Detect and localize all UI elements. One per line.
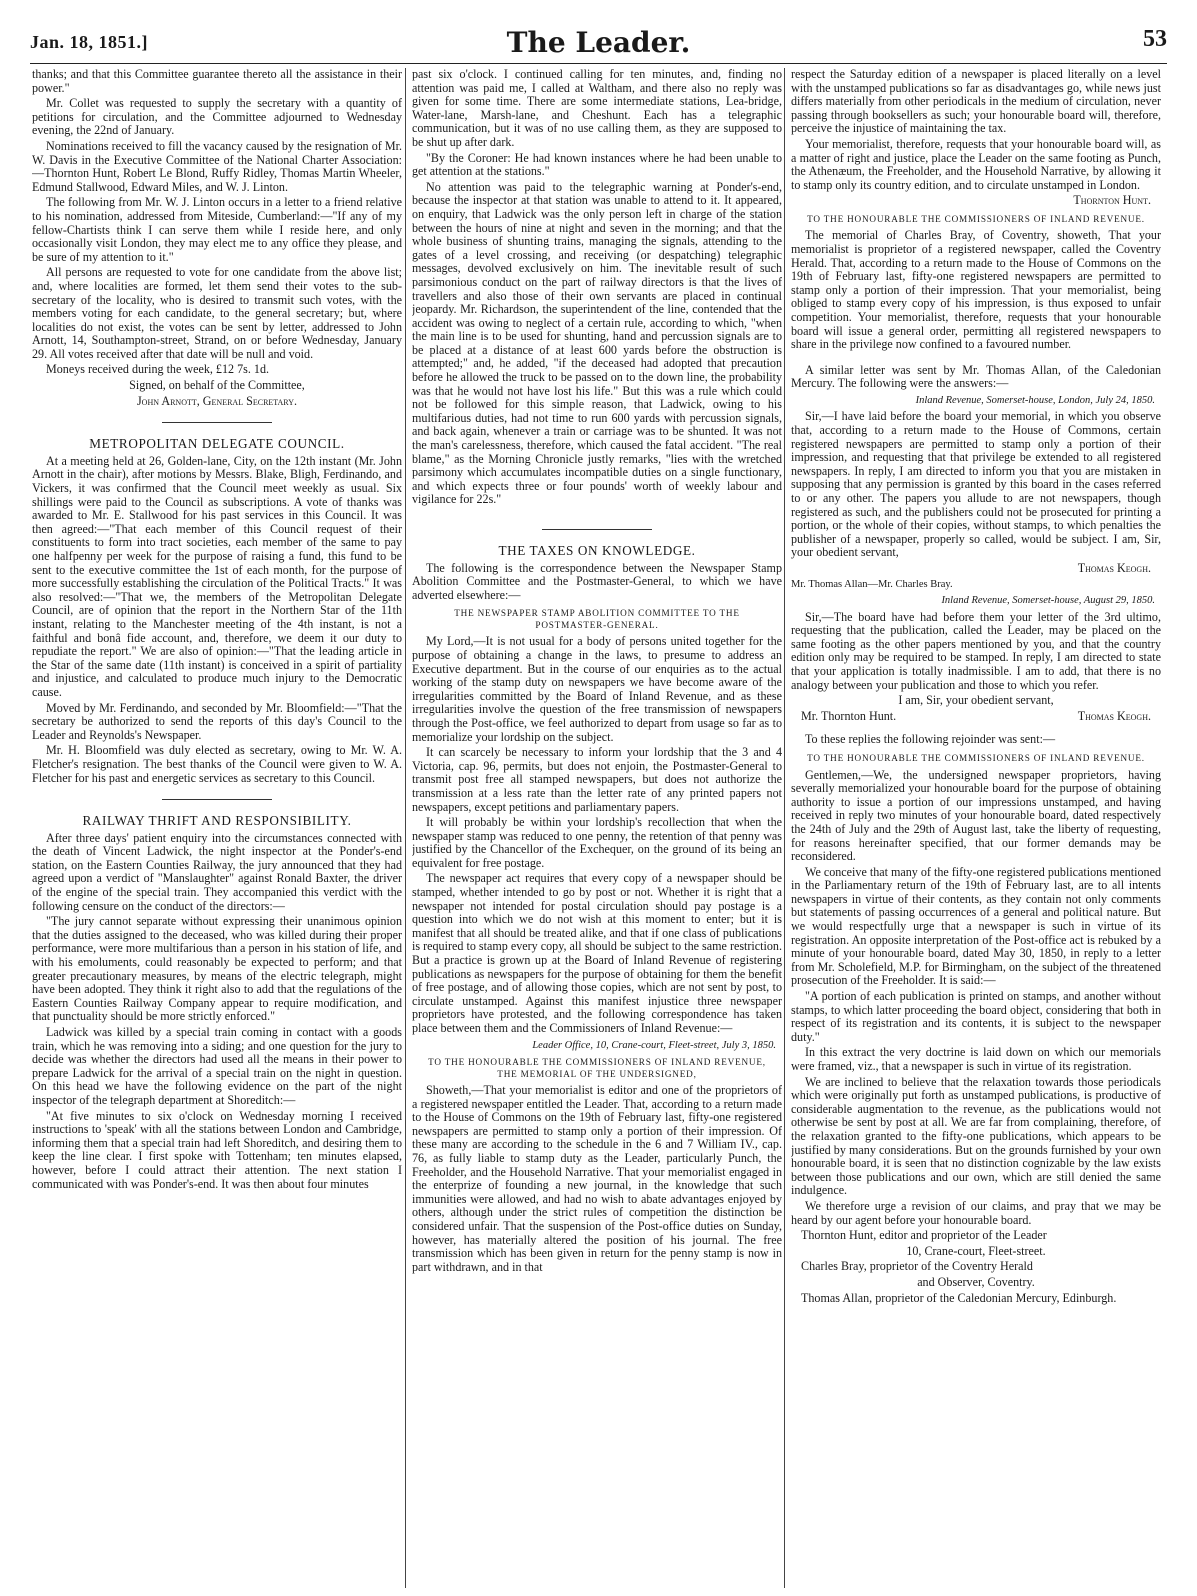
paragraph: It can scarcely be necessary to inform your lordship that the 3 and 4 Victoria, cap. 96, permits, but does not enjoin, the Postmaster-General to transmit post free all stamped newspapers, but does not authorize the transmission at a less rate than the letter rate of any printed papers not newspapers, except petitions and parliamentary papers. (412, 745, 782, 814)
paragraph: past six o'clock. I continued calling for ten minutes, and, finding no attention was paid me, I called at Waltham, and there also no reply was given for some time. There are some intermediate stations, Lea-bridge, Water-lane, Marsh-lane, and Cheshunt. Each has a telegraphic communication, but it was of no use calling them, as they are supposed to be shut up after dark. (412, 68, 782, 149)
signatory: Charles Bray, proprietor of the Coventry Herald (801, 1259, 1033, 1274)
section-heading: RAILWAY THRIFT AND RESPONSIBILITY. (82, 813, 352, 829)
column-divider (784, 68, 785, 1588)
paragraph: thanks; and that this Committee guarantee thereto all the assistance in their power." (32, 68, 402, 95)
section-rule (162, 799, 272, 800)
section-heading: METROPOLITAN DELEGATE COUNCIL. (89, 436, 345, 452)
closing-line: I am, Sir, your obedient servant, (898, 693, 1054, 708)
paragraph: Mr. Collet was requested to supply the secretary with a quantity of petitions for circulation, and the Committee adjourned to Wednesday evening, the 22nd of January. (32, 96, 402, 138)
paragraph: To these replies the following rejoinder was sent:— (805, 732, 1056, 747)
signatory: Thomas Allan, proprietor of the Caledonian Mercury, Edinburgh. (801, 1290, 1117, 1305)
paragraph: Moved by Mr. Ferdinando, and seconded by Mr. Bloomfield:—"That the secretary be authorized to send the reports of this day's Council to the Leader and Reynolds's Newspaper. (32, 700, 402, 742)
addressee-line: Mr. Thomas Allan—Mr. Charles Bray. (791, 578, 953, 590)
signature-name: Thornton Hunt. (1073, 193, 1151, 208)
letter-heading: TO THE HONOURABLE THE COMMISSIONERS OF INLAND REVENUE. (807, 753, 1145, 764)
paragraph: Mr. H. Bloomfield was duly elected as secretary, owing to Mr. W. A. Fletcher's resignation. The best thanks of the Council were given to W. A. Fletcher for his past and energetic services as secretary to this Council. (32, 743, 402, 785)
section-rule (162, 422, 272, 423)
paragraph: "At five minutes to six o'clock on Wednesday morning I received instructions to 'speak' with all the stations between London and Cambridge, informing them that a special train had left Shoreditch, and desiring them to keep the line clear. I first spoke with Tottenham; ten minutes elapsed, however, before I could attract their attention. The next station I communicated with was Ponder's-end. It was then about four minutes (32, 1108, 402, 1191)
paragraph: It will probably be within your lordship's recollection that when the newspaper stamp was reduced to one penny, the retention of that penny was justified by the Chancellor of the Exchequer, on the ground of its being an equivalent for free postage. (412, 815, 782, 870)
letter-heading: TO THE HONOURABLE THE COMMISSIONERS OF INLAND REVENUE, THE MEMORIAL OF THE UNDERSIGNED, (428, 1057, 766, 1079)
signatory-address: and Observer, Coventry. (917, 1274, 1035, 1289)
letter-address: Inland Revenue, Somerset-house, August 29, 1850. (941, 595, 1155, 607)
signature-line: Signed, on behalf of the Committee, (129, 378, 305, 393)
paragraph: We are inclined to believe that the relaxation towards those periodicals which were originally put forth as unstamped publications, is productive of considerable augmentation to the revenue, as the publications would not otherwise be sent by post at all. We are far from complaining, therefore, of the relaxation granted to the fifty-one publications, which appears to be justified by many considerations. But on the grounds furnished by your own honourable board, it is seen that no distinction cognizable by the law exists between those publications and our own, which are still denied the same indulgence. (791, 1074, 1161, 1198)
paragraph: After three days' patient enquiry into the circumstances connected with the death of Vincent Ladwick, the night inspector at the Ponder's-end station, on the Eastern Counties Railway, the jury announced that they had agreed upon a verdict of "Manslaughter" against Ronald Baxter, the driver of the engine of the special train. They accompanied this verdict with the following censure on the conduct of the directors:— (32, 830, 402, 913)
page-header (30, 22, 1167, 60)
letter-heading: TO THE HONOURABLE THE COMMISSIONERS OF INLAND REVENUE. (807, 213, 1145, 224)
signature-row (791, 710, 1161, 724)
column-3 (791, 68, 1161, 1588)
issue-date: Jan. 18, 1851.] (30, 32, 149, 52)
paragraph: Showeth,—That your memorialist is editor and one of the proprietors of a registered newspaper entitled the Leader. That, according to a return made to the House of Commons on the 19th of February last, fifty-one registered newspapers are permitted to stamp only a portion of their impression. Of these many are according to the schedule in the 6 and 7 William IV., cap. 76, as fully liable to stamp duty as the Leader, particularly Punch, the Freeholder, and the Household Narrative. That your memorialist engaged in the enterprize of founding a new journal, in the knowledge that such immunities were allowed, and had no wish to abate advantages enjoyed by others, although under the strict rules of competition the distinction be considered unfair. That the suspension of the Post-office duties on Sunday, however, has materially altered the position of his journal. The free transmission which has been given in return for the penny stamp is now in part withdrawn, and in that (412, 1083, 782, 1274)
signatory-address: 10, Crane-court, Fleet-street. (906, 1243, 1046, 1258)
paragraph: We conceive that many of the fifty-one registered publications mentioned in the Parliamentary return of the 19th of February last, are to all intents newspapers in virtue of their contents, as they contain not only comments but statements of passing occurrences of a general and political nature. But we would respectfully urge that a newspaper is such in virtue of its registration. An opposite interpretation of the Post-office act is rebuked by a minute of your honourable board, dated May 30, 1850, in reply to a letter from Mr. Scholefield, M.P. for Birmingham, on the subject of the threatened prosecution of the Freeholder. It is said:— (791, 864, 1161, 988)
paragraph: respect the Saturday edition of a newspaper is placed literally on a level with the unstamped publications so far as disadvantages go, while news just differs materially from other periodicals in the medium of circulation, never passing through booksellers as such; your honourable board will, therefore, perceive the injustice of maintaining the tax. (791, 68, 1161, 136)
paragraph: The memorial of Charles Bray, of Coventry, showeth, That your memorialist is proprietor of a registered newspaper, called the Coventry Herald. That, according to a return made to the House of Commons on the 19th of February last, fifty-one registered newspapers are permitted to stamp only a portion of their impression. That your memorialist, being obliged to stamp every copy of his impression, is thus exposed to unfair competition. Your memorialist, therefore, requests that your honourable board will issue a general order, permitting all registered newspapers to share in the privilege now confined to a favoured number. (791, 228, 1161, 352)
paragraph: Sir,—I have laid before the board your memorial, in which you observe that, according to a return made to the House of Commons, certain registered newspapers are permitted to stamp only a portion of their impression, and requesting that that privilege be extended to all registered newspapers. In reply, I am directed to inform you that you are mistaken in supposing that any permission is granted by this board in the cases referred to or any other. The papers you allude to are not newspapers, though registered as such, and the publishers could not be prosecuted for printing a portion, or the whole of their copies, without stamps, to which penalties the publisher of a newspaper, properly so called, would be subject. I am, Sir, your obedient servant, (791, 409, 1161, 560)
paragraph: A similar letter was sent by Mr. Thomas Allan, of the Caledonian Mercury. The following were the answers:— (791, 362, 1161, 391)
column-1 (32, 68, 402, 1588)
signatory: Thornton Hunt, editor and proprietor of the Leader (801, 1228, 1047, 1243)
column-2 (412, 68, 782, 1588)
paragraph: Ladwick was killed by a special train coming in contact with a goods train, which he was removing into a siding; and one question for the jury to decide was whether the directors had used all the means in their power to prepare Ladwick for the arrival of a special train on the night in question. On this head we have the following evidence on the part of the night inspector of the telegraph department at Shoreditch:— (32, 1025, 402, 1107)
paragraph: Moneys received during the week, £12 7s. 1d. (46, 362, 270, 377)
paragraph: In this extract the very doctrine is laid down on which our memorials were framed, viz., that a newspaper is such in virtue of its registration. (791, 1045, 1161, 1073)
paragraph: The following from Mr. W. J. Linton occurs in a letter to a friend relative to his nomination, addressed from Miteside, Cumberland:—"If any of my fellow-Chartists think I can serve them while I reside here, and only occasionally visit London, they may elect me to any office they please, and be sure of my attention to it." (32, 195, 402, 264)
signature-name: Thomas Keogh. (1077, 561, 1151, 575)
paragraph: Your memorialist, therefore, requests that your honourable board will, as a matter of right and justice, place the Leader on the same footing as Punch, the Athenæum, the Freeholder, and the Household Narrative, by allowing it to stamp only its country edition, and to circulate unstamped in London. (791, 136, 1161, 192)
paragraph: The following is the correspondence between the Newspaper Stamp Abolition Committee and the Postmaster-General, to which we have adverted elsewhere:— (412, 560, 782, 602)
section-heading: THE TAXES ON KNOWLEDGE. (498, 543, 696, 558)
page-number: 53 (1143, 26, 1167, 52)
paragraph: At a meeting held at 26, Golden-lane, City, on the 12th instant (Mr. John Arnott in the chair), after motions by Messrs. Blake, Bligh, Ferdinando, and Vickers, it was confirmed that the Council meet weekly as usual. Six shillings were paid to the Council as subscriptions. A vote of thanks was awarded to Mr. E. Stallwood for his past services in this Council. It was then agreed:—"That each member of this Council request of their constituents to form into tract societies, each member of the same to pay one halfpenny per week for the purpose of raising a fund, this fund to be sent to the executive committee the 1st of each month, for the purpose of more successfully establishing the circulation of the Political Tracts." It was also resolved:—"That we, the members of the Metropolitan Delegate Council, are of opinion that the report in the Northern Star of the 11th instant, relating to the Manchester meeting of the 4th instant, is not a faithful and bonâ fide account, and, therefore, we deem it our duty to repudiate the report." We are also of opinion:—"That the leading article in the Star of the same date (11th instant) is conceived in a spirit of partiality and injustice, and calculated to produce much injury to the Democratic cause. (32, 453, 402, 699)
header-rule (30, 63, 1167, 64)
paragraph: Gentlemen,—We, the undersigned newspaper proprietors, having severally memorialized your honourable board for the purpose of obtaining authority to issue a portion of our impressions unstamped, and having received in reply two minutes of your honourable board, dated respectively the 24th of July and the 29th of August last, take the liberty of requesting, for reasons hereinafter specified, that our former demands may be reconsidered. (791, 767, 1161, 864)
paragraph: "A portion of each publication is printed on stamps, and another without stamps, to which latter proceeding the board object, considering that both in respect of its registration and its contents, it is subject to the newspaper duty." (791, 989, 1161, 1044)
signature-name: Thomas Keogh. (1077, 708, 1151, 723)
masthead-title: The Leader. (506, 26, 691, 59)
paragraph: My Lord,—It is not usual for a body of persons united together for the purpose of obtaining a change in the laws, to presume to address an Executive department. But in the course of our enquiries as to the actual working of the stamp duty on newspapers we have become aware of the irregularities committed by the Board of Inland Revenue, and as these irregularities involve the question of the free transmission of newspapers through the Post-office, we feel authorized to depart from usage so far as to memorialize your lordship on the subject. (412, 634, 782, 744)
paragraph: No attention was paid to the telegraphic warning at Ponder's-end, because the inspector at that station was unable to attend to it. It appeared, on enquiry, that Ladwick was the only person left in charge of the station between the hours of nine at night and seven in the morning; and that the whole business of shunting trains, managing the signals, attending to the gates of a level crossing, and receiving (or despatching) telegraphic messages, devolved exclusively on him. The inevitable result of such parsimonious conduct on the part of railway directors is that the lives of travellers and also those of their own servants are placed in continual jeopardy. Mr. Richardson, the superintendent of the line, contended that the accident was owing to neglect of a certain rule, according to which, "when the main line is to be used for shunting, hand and percussion signals are to be placed at a distance of at least 600 yards before the obstruction is attempted;" and, he added, "if the deceased had adopted that precaution before he allowed the truck to be passed on to the down line, the probability was that he would not have lost his life." But this was a rule which could not be followed for this simple reason, that Ladwick, owing to his multifarious duties, had not time to run 600 yards with percussion signals, and back again, whenever a train or carriage was to be shunted. It was not the man's carelessness, therefore, which caused the fatal accident. "The real blame," as the Morning Chronicle justly remarks, "lies with the wretched parsimony which accumulates incompatible duties on a single functionary, and which expects three or four pounds' worth of weekly labour and vigilance for 22s." (412, 179, 782, 507)
letter-address: Inland Revenue, Somerset-house, London, July 24, 1850. (915, 394, 1155, 406)
signature-name: John Arnott, General Secretary. (136, 393, 298, 408)
paragraph: We therefore urge a revision of our claims, and pray that we may be heard by our agent before your honourable board. (791, 1198, 1161, 1227)
letter-heading: THE NEWSPAPER STAMP ABOLITION COMMITTEE TO THE POSTMASTER-GENERAL. (454, 608, 740, 630)
column-divider (405, 68, 406, 1588)
paragraph: Sir,—The board have had before them your letter of the 3rd ultimo, requesting that the publication, called the Leader, may be placed on the same footing as the other papers mentioned by you, and that the country edition only may be required to be stamped. In reply, I am directed to state that your application is totally inadmissible. I am to add, that there is no analogy between your publication and those to which you refer. (791, 609, 1161, 692)
paragraph: Nominations received to fill the vacancy caused by the resignation of Mr. W. Davis in the Executive Committee of the National Charter Association:—Thornton Hunt, Robert Le Blond, Ruffy Ridley, Thomas Martin Wheeler, Edmund Stallwood, Edward Miles, and W. J. Linton. (32, 138, 402, 194)
section-rule (542, 529, 652, 530)
paragraph: "The jury cannot separate without expressing their unanimous opinion that the duties assigned to the deceased, who was killed during their proper performance, were more multifarious than a person in his station of life, and with his emoluments, could reasonably be expected to perform; and that greater precautionary measures, by means of the electric telegraph, might have been adopted. They think it right also to add that the regulations of the Eastern Counties Railway Company appear to require modification, and that punctuality should be more strictly enforced." (32, 914, 402, 1024)
paragraph: The newspaper act requires that every copy of a newspaper should be stamped, whether intended to go by post or not. Whether it is right that a newspaper not intended for postal circulation should pay postage is a question into which we do not wish at this moment to enter; but it is manifest that all should be treated alike, and that if one class of publications is required to stamp every copy, all should be subject to the same restriction. But a practice is grown up at the Board of Inland Revenue of registering publications as newspapers for the purpose of obtaining for them the benefit of free postage, and of allowing those copies, which are not sent by post, to circulate unstamped. Against this manifest injustice three newspaper proprietors have protested, and the following correspondence has taken place between them and the Commissioners of Inland Revenue:— (412, 871, 782, 1035)
letter-address: Leader Office, 10, Crane-court, Fleet-street, July 3, 1850. (532, 1039, 776, 1051)
paragraph: "By the Coroner: He had known instances where he had been unable to get attention at the stations." (412, 150, 782, 179)
addressee-name: Mr. Thornton Hunt. (801, 708, 897, 723)
paragraph: All persons are requested to vote for one candidate from the above list; and, where localities are formed, let them send their votes to the sub-secretary of the locality, who is desired to transmit such votes, with the members voting for each candidate, to the general secretary; but, where localities do not exist, the votes can be sent by letter, addressed to John Arnott, 14, Southampton-street, Strand, on or before Wednesday, January 29. All votes received after that date will be null and void. (32, 265, 402, 361)
